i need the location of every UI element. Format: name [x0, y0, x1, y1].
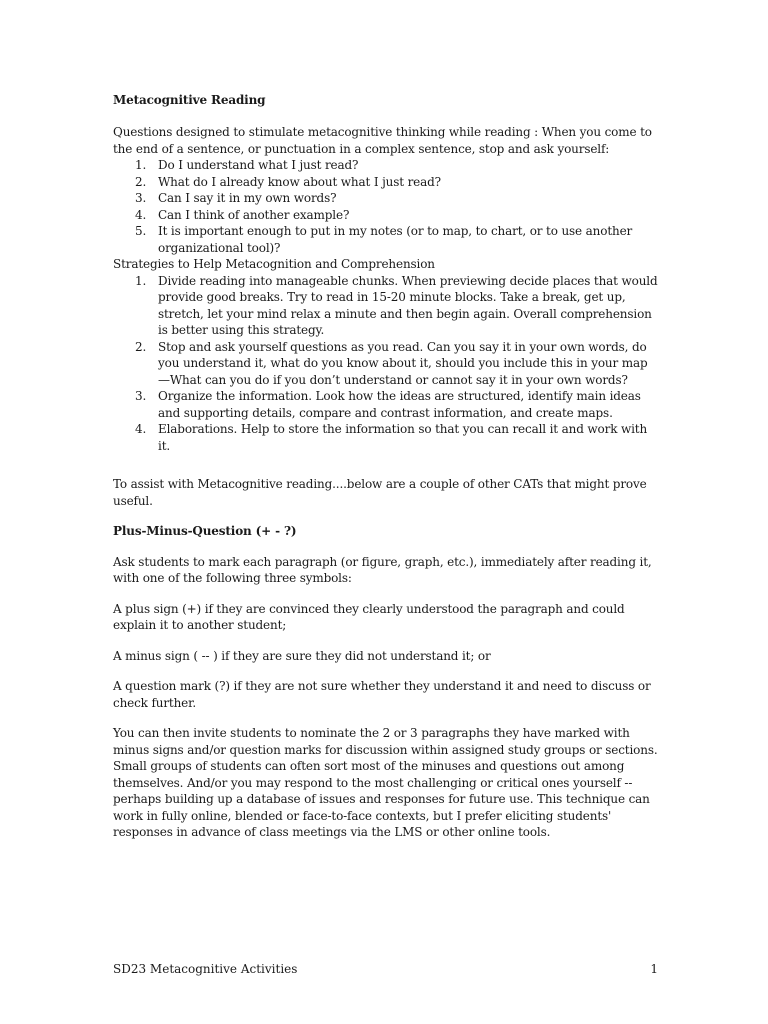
pmq-intro-paragraph: Ask students to mark each paragraph (or figure, graph, etc.), immediately after reading it, with one of the following three symbols:: [113, 554, 652, 585]
footer-title: SD23 Metacognitive Activities: [113, 962, 298, 976]
closing-paragraph: You can then invite students to nominate the 2 or 3 paragraphs they have marked with minus signs and/or question marks for discussion within assigned study groups or sections. Small groups of students can often sort most of the minuses and questions out among themselves. And/or you may respond to the most challenging or critical ones yourself -- perhaps building up a database of issues and responses for future use. This technique can work in fully online, blended or face-to-face contexts, but I prefer eliciting students' responses in advance of class meetings via the LMS or other online tools.: [113, 726, 658, 839]
list-item: 1. Do I understand what I just read?: [135, 158, 359, 172]
questions-list: [113, 157, 658, 256]
list-item: 4. Can I think of another example?: [135, 207, 350, 222]
minus-paragraph: A minus sign ( -- ) if they are sure they did not understand it; or: [113, 648, 491, 663]
strategies-list: [113, 273, 658, 455]
list-item: 3. Can I say it in my own words?: [135, 191, 337, 205]
list-item: 4. Elaborations. Help to store the information so that you can recall it and work with it.: [135, 422, 648, 453]
list-item: 5. It is important enough to put in my notes (or to map, to chart, or to use another organizational tool)?: [135, 224, 633, 255]
document-title: Metacognitive Reading: [113, 93, 266, 107]
list-item: 1. Divide reading into manageable chunks. When previewing decide places that would provide good breaks. Try to read in 15-20 minute blocks. Take a break, get up, stretch, let your mind relax a minute and then begin again. Overall comprehension is better using this strategy.: [135, 273, 658, 337]
assist-paragraph: To assist with Metacognitive reading....below are a couple of other CATs that might prove useful.: [113, 477, 647, 508]
question-paragraph: A question mark (?) if they are not sure whether they understand it and need to discuss or check further.: [113, 679, 651, 710]
list-item: 2. What do I already know about what I just read?: [135, 174, 441, 189]
document-page: [113, 92, 658, 841]
strategies-heading: Strategies to Help Metacognition and Comprehension: [113, 257, 435, 271]
plus-paragraph: A plus sign (+) if they are convinced they clearly understood the paragraph and could explain it to another student;: [113, 601, 625, 632]
pmq-heading: Plus-Minus-Question (+ - ?): [113, 524, 297, 538]
list-item: 3. Organize the information. Look how the ideas are structured, identify main ideas and supporting details, compare and contrast information, and create maps.: [135, 389, 641, 420]
page-number: 1: [650, 962, 658, 976]
list-item: 2. Stop and ask yourself questions as you read. Can you say it in your own words, do you understand it, what do you know about it, should you include this in your map —What can you do if you don’t understand or cannot say it in your own words?: [135, 339, 648, 387]
intro-paragraph: Questions designed to stimulate metacognitive thinking while reading : When you come to the end of a sentence, or punctuation in a complex sentence, stop and ask yourself:: [113, 125, 652, 156]
